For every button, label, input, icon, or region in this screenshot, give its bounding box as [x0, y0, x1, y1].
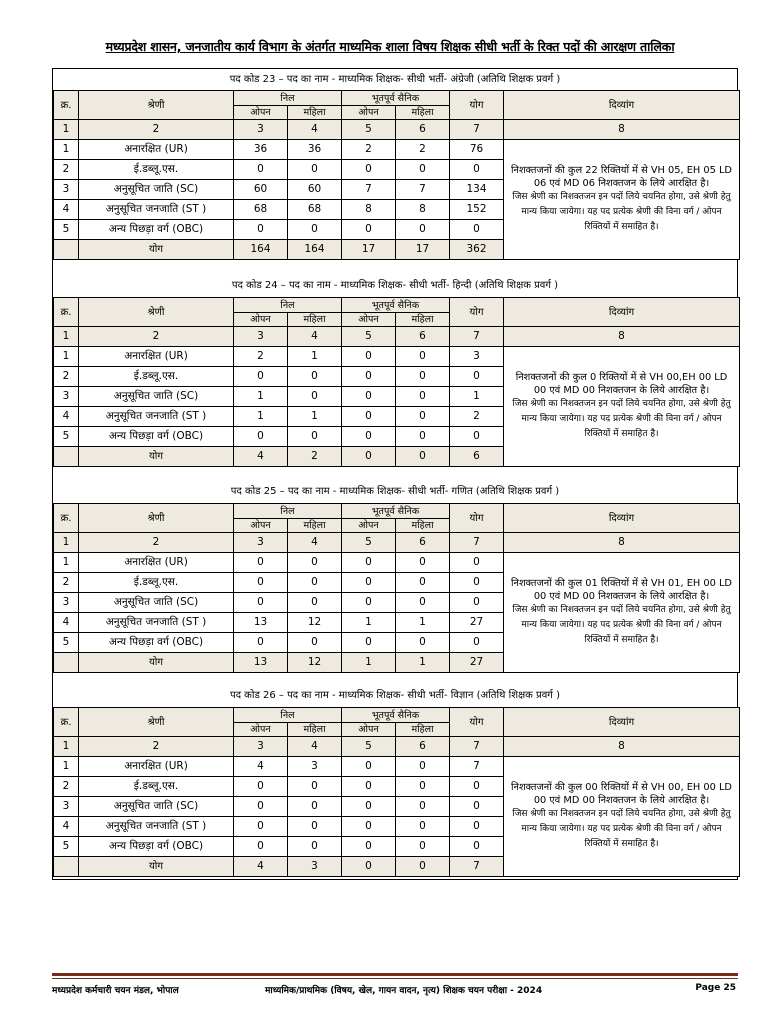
row-value: 0	[234, 553, 288, 573]
row-value: 0	[342, 797, 396, 817]
total-value: 6	[450, 447, 504, 467]
divyang-note-main: निशक्तजनों की कुल 00 रिक्तियों में से VH 00, EH 00 LD 00 एवं MD 00 निशक्तजन के लिये आरक्षित है।	[511, 782, 732, 806]
row-value: 0	[288, 427, 342, 447]
row-value: 0	[234, 797, 288, 817]
row-category: अनारक्षित (UR)	[79, 757, 234, 777]
header-exs-open: ओपन	[342, 519, 396, 533]
row-value: 0	[396, 160, 450, 180]
column-number: 2	[79, 120, 234, 140]
row-sno: 5	[54, 220, 79, 240]
column-number: 1	[54, 533, 79, 553]
row-value: 7	[396, 180, 450, 200]
column-number: 3	[234, 120, 288, 140]
row-value: 0	[450, 367, 504, 387]
column-number: 8	[504, 533, 740, 553]
post-code-line: पद कोड 23 – पद का नाम - माध्यमिक शिक्षक- सीधी भर्ती- अंग्रेजी (अतिथि शिक्षक प्रवर्ग )	[53, 70, 737, 91]
row-category: अनुसूचित जनजाति (ST )	[79, 817, 234, 837]
total-value: 17	[342, 240, 396, 260]
row-value: 0	[288, 160, 342, 180]
row-category: ई.डब्लू.एस.	[79, 573, 234, 593]
row-value: 0	[234, 593, 288, 613]
row-value: 0	[450, 573, 504, 593]
row-value: 2	[234, 347, 288, 367]
row-value: 0	[288, 387, 342, 407]
row-value: 1	[234, 387, 288, 407]
totals-label: योग	[79, 857, 234, 877]
row-value: 0	[396, 757, 450, 777]
row-value: 0	[450, 817, 504, 837]
column-number: 7	[450, 120, 504, 140]
header-nil: निल	[234, 91, 342, 106]
divyang-note-main: निशक्तजनों की कुल 0 रिक्तियों में से VH 00,EH 00 LD 00 एवं MD 00 निशक्तजन के लिये आरक्षित है।	[515, 372, 728, 396]
row-value: 1	[288, 347, 342, 367]
column-number: 5	[342, 120, 396, 140]
page-title: मध्यप्रदेश शासन, जनजातीय कार्य विभाग के अंतर्गत माध्यमिक शाला विषय शिक्षक सीधी भर्ती के रिक्त पदों की आरक्षण तालिका	[105, 39, 675, 54]
row-category: अनुसूचित जाति (SC)	[79, 180, 234, 200]
row-value: 0	[288, 817, 342, 837]
row-value: 0	[288, 553, 342, 573]
header-nil-female: महिला	[288, 723, 342, 737]
column-number: 3	[234, 533, 288, 553]
divyang-note	[504, 347, 740, 467]
row-value: 0	[288, 777, 342, 797]
header-exs-open: ओपन	[342, 313, 396, 327]
header-total: योग	[450, 298, 504, 327]
column-number: 2	[79, 327, 234, 347]
reservation-table	[53, 707, 740, 877]
totals-blank	[54, 447, 79, 467]
footer-organisation: मध्यप्रदेश कर्मचारी चयन मंडल, भोपाल	[52, 986, 179, 996]
row-value: 36	[288, 140, 342, 160]
row-value: 36	[234, 140, 288, 160]
divyang-note-rule: जिस श्रेणी का निशक्तजन इन पदों लिये चयनित होगा, उसे श्रेणी हेतु मान्य किया जायेगा। यह पद प्रत्येक श्रेणी की विना वर्ग / ओपन रिक्तियों में समाहित है।	[512, 809, 731, 849]
divyang-note-rule: जिस श्रेणी का निशक्तजन इन पदों लिये चयनित होगा, उसे श्रेणी हेतु मान्य किया जायेगा। यह पद प्रत्येक श्रेणी की विना वर्ग / ओपन रिक्तियों में समाहित है।	[512, 399, 731, 439]
row-value: 1	[342, 613, 396, 633]
divyang-note-rule: जिस श्रेणी का निशक्तजन इन पदों लिये चयनित होगा, उसे श्रेणी हेतु मान्य किया जायेगा। यह पद प्रत्येक श्रेणी की विना वर्ग / ओपन रिक्तियों में समाहित है।	[512, 605, 731, 645]
header-divyang: दिव्यांग	[504, 91, 740, 120]
row-value: 0	[396, 593, 450, 613]
total-value: 1	[396, 653, 450, 673]
column-number: 3	[234, 737, 288, 757]
row-value: 0	[234, 367, 288, 387]
total-value: 0	[342, 447, 396, 467]
header-sno: क्र.	[54, 298, 79, 327]
column-number: 2	[79, 533, 234, 553]
total-value: 2	[288, 447, 342, 467]
column-number: 8	[504, 327, 740, 347]
row-category: ई.डब्लू.एस.	[79, 777, 234, 797]
row-value: 0	[450, 797, 504, 817]
row-value: 0	[288, 797, 342, 817]
row-category: अनुसूचित जाति (SC)	[79, 387, 234, 407]
row-category: अनारक्षित (UR)	[79, 140, 234, 160]
totals-label: योग	[79, 447, 234, 467]
row-value: 68	[234, 200, 288, 220]
row-sno: 5	[54, 427, 79, 447]
row-category: ई.डब्लू.एस.	[79, 160, 234, 180]
header-sno: क्र.	[54, 91, 79, 120]
divyang-note-main: निशक्तजनों की कुल 01 रिक्तियों में से VH 01, EH 00 LD 00 एवं MD 00 निशक्तजन के लिये आरक्षित है।	[511, 578, 732, 602]
row-value: 0	[396, 347, 450, 367]
totals-blank	[54, 653, 79, 673]
header-exs-female: महिला	[396, 519, 450, 533]
header-nil-open: ओपन	[234, 313, 288, 327]
footer-rule	[52, 973, 738, 976]
reservation-table	[53, 503, 740, 673]
row-value: 0	[342, 573, 396, 593]
header-nil-open: ओपन	[234, 519, 288, 533]
column-number: 4	[288, 737, 342, 757]
divyang-note	[504, 757, 740, 877]
column-number: 6	[396, 533, 450, 553]
row-sno: 4	[54, 817, 79, 837]
header-category: श्रेणी	[79, 708, 234, 737]
column-number: 7	[450, 533, 504, 553]
row-value: 0	[396, 817, 450, 837]
row-value: 60	[288, 180, 342, 200]
row-value: 0	[342, 367, 396, 387]
row-value: 76	[450, 140, 504, 160]
row-value: 0	[342, 220, 396, 240]
row-value: 1	[450, 387, 504, 407]
total-value: 0	[396, 447, 450, 467]
header-category: श्रेणी	[79, 298, 234, 327]
row-value: 0	[450, 837, 504, 857]
row-value: 13	[234, 613, 288, 633]
row-value: 0	[288, 573, 342, 593]
row-sno: 3	[54, 593, 79, 613]
row-value: 0	[234, 777, 288, 797]
row-value: 60	[234, 180, 288, 200]
column-number: 1	[54, 327, 79, 347]
header-nil: निल	[234, 298, 342, 313]
row-value: 0	[396, 367, 450, 387]
row-value: 0	[450, 777, 504, 797]
row-category: अनुसूचित जनजाति (ST )	[79, 200, 234, 220]
row-value: 0	[342, 553, 396, 573]
total-value: 0	[342, 857, 396, 877]
row-sno: 4	[54, 200, 79, 220]
column-number: 4	[288, 533, 342, 553]
row-value: 0	[342, 407, 396, 427]
row-value: 0	[396, 427, 450, 447]
row-value: 134	[450, 180, 504, 200]
column-number: 6	[396, 327, 450, 347]
page-number: Page 25	[695, 983, 736, 993]
table-row	[54, 553, 740, 573]
divyang-note-main: निशक्तजनों की कुल 22 रिक्तियों में से VH 05, EH 05 LD 06 एवं MD 06 निशक्तजन के लिये आरक्षित है।	[511, 165, 732, 189]
row-value: 0	[396, 553, 450, 573]
row-value: 1	[234, 407, 288, 427]
row-sno: 2	[54, 777, 79, 797]
row-value: 0	[342, 593, 396, 613]
row-category: अनुसूचित जनजाति (ST )	[79, 407, 234, 427]
row-value: 7	[342, 180, 396, 200]
total-value: 164	[234, 240, 288, 260]
row-sno: 2	[54, 573, 79, 593]
row-sno: 1	[54, 553, 79, 573]
row-value: 0	[450, 160, 504, 180]
row-value: 8	[396, 200, 450, 220]
column-number: 7	[450, 327, 504, 347]
header-nil-female: महिला	[288, 106, 342, 120]
row-category: अन्य पिछड़ा वर्ग (OBC)	[79, 837, 234, 857]
total-value: 17	[396, 240, 450, 260]
row-value: 0	[342, 160, 396, 180]
header-nil-open: ओपन	[234, 106, 288, 120]
row-sno: 3	[54, 180, 79, 200]
header-ex-servicemen: भूतपूर्व सैनिक	[342, 298, 450, 313]
row-value: 0	[234, 427, 288, 447]
header-ex-servicemen: भूतपूर्व सैनिक	[342, 504, 450, 519]
row-category: अनुसूचित जाति (SC)	[79, 593, 234, 613]
header-exs-female: महिला	[396, 313, 450, 327]
total-value: 3	[288, 857, 342, 877]
row-category: अनारक्षित (UR)	[79, 553, 234, 573]
row-value: 0	[234, 220, 288, 240]
total-value: 4	[234, 857, 288, 877]
header-total: योग	[450, 91, 504, 120]
header-total: योग	[450, 708, 504, 737]
divyang-note-rule: जिस श्रेणी का निशक्तजन इन पदों लिये चयनित होगा, उसे श्रेणी हेतु मान्य किया जायेगा। यह पद प्रत्येक श्रेणी की विना वर्ग / ओपन रिक्तियों में समाहित है।	[512, 192, 731, 232]
row-value: 0	[396, 220, 450, 240]
column-number: 5	[342, 533, 396, 553]
row-sno: 4	[54, 407, 79, 427]
row-value: 0	[450, 593, 504, 613]
row-value: 8	[342, 200, 396, 220]
row-value: 4	[234, 757, 288, 777]
column-number: 5	[342, 327, 396, 347]
column-number: 4	[288, 120, 342, 140]
table-row	[54, 347, 740, 367]
row-value: 2	[450, 407, 504, 427]
total-value: 12	[288, 653, 342, 673]
row-value: 0	[342, 387, 396, 407]
row-value: 7	[450, 757, 504, 777]
row-value: 0	[396, 797, 450, 817]
header-sno: क्र.	[54, 504, 79, 533]
row-value: 0	[288, 633, 342, 653]
row-value: 2	[342, 140, 396, 160]
divyang-note	[504, 553, 740, 673]
table-row	[54, 140, 740, 160]
row-sno: 1	[54, 757, 79, 777]
post-code-line: पद कोड 25 – पद का नाम - माध्यमिक शिक्षक- सीधी भर्ती- गणित (अतिथि शिक्षक प्रवर्ग )	[230, 486, 560, 497]
row-value: 0	[396, 573, 450, 593]
row-value: 0	[234, 160, 288, 180]
row-sno: 2	[54, 160, 79, 180]
row-value: 0	[450, 553, 504, 573]
total-value: 7	[450, 857, 504, 877]
footer-exam-name: माध्यमिक/प्राथमिक (विषय, खेल, गायन वादन, नृत्य) शिक्षक चयन परीक्षा - 2024	[265, 986, 543, 996]
row-sno: 1	[54, 140, 79, 160]
column-number: 4	[288, 327, 342, 347]
row-category: अनारक्षित (UR)	[79, 347, 234, 367]
row-value: 0	[342, 347, 396, 367]
total-value: 362	[450, 240, 504, 260]
row-value: 0	[396, 633, 450, 653]
row-value: 0	[342, 757, 396, 777]
header-sno: क्र.	[54, 708, 79, 737]
header-divyang: दिव्यांग	[504, 708, 740, 737]
table-row	[54, 757, 740, 777]
row-value: 12	[288, 613, 342, 633]
totals-blank	[54, 240, 79, 260]
row-value: 0	[342, 633, 396, 653]
header-exs-female: महिला	[396, 723, 450, 737]
totals-blank	[54, 857, 79, 877]
totals-label: योग	[79, 653, 234, 673]
column-number: 5	[342, 737, 396, 757]
row-value: 1	[288, 407, 342, 427]
footer-rule-thin	[52, 978, 738, 979]
row-value: 0	[342, 817, 396, 837]
row-value: 3	[450, 347, 504, 367]
header-nil: निल	[234, 708, 342, 723]
row-value: 27	[450, 613, 504, 633]
row-value: 0	[288, 367, 342, 387]
reservation-table	[53, 90, 740, 260]
header-divyang: दिव्यांग	[504, 298, 740, 327]
row-value: 0	[396, 837, 450, 857]
row-sno: 3	[54, 387, 79, 407]
header-nil-female: महिला	[288, 313, 342, 327]
post-code-line: पद कोड 26 – पद का नाम - माध्यमिक शिक्षक- सीधी भर्ती- विज्ञान (अतिथि शिक्षक प्रवर्ग )	[230, 690, 560, 701]
row-value: 0	[450, 633, 504, 653]
row-value: 1	[396, 613, 450, 633]
row-value: 0	[450, 427, 504, 447]
row-sno: 4	[54, 613, 79, 633]
total-value: 164	[288, 240, 342, 260]
header-category: श्रेणी	[79, 91, 234, 120]
header-nil: निल	[234, 504, 342, 519]
row-value: 2	[396, 140, 450, 160]
row-value: 0	[396, 777, 450, 797]
row-value: 0	[234, 817, 288, 837]
row-value: 0	[288, 837, 342, 857]
row-value: 0	[342, 777, 396, 797]
row-sno: 5	[54, 837, 79, 857]
column-number: 8	[504, 120, 740, 140]
header-ex-servicemen: भूतपूर्व सैनिक	[342, 708, 450, 723]
row-category: अन्य पिछड़ा वर्ग (OBC)	[79, 220, 234, 240]
column-number: 7	[450, 737, 504, 757]
row-value: 68	[288, 200, 342, 220]
row-value: 0	[342, 837, 396, 857]
totals-label: योग	[79, 240, 234, 260]
header-category: श्रेणी	[79, 504, 234, 533]
header-exs-open: ओपन	[342, 723, 396, 737]
column-number: 2	[79, 737, 234, 757]
row-value: 0	[234, 837, 288, 857]
row-value: 0	[342, 427, 396, 447]
post-code-line: पद कोड 24 – पद का नाम - माध्यमिक शिक्षक- सीधी भर्ती- हिन्दी (अतिथि शिक्षक प्रवर्ग )	[231, 280, 559, 291]
row-category: ई.डब्लू.एस.	[79, 367, 234, 387]
total-value: 1	[342, 653, 396, 673]
header-exs-female: महिला	[396, 106, 450, 120]
column-number: 6	[396, 120, 450, 140]
row-sno: 3	[54, 797, 79, 817]
header-nil-open: ओपन	[234, 723, 288, 737]
total-value: 0	[396, 857, 450, 877]
row-value: 0	[234, 573, 288, 593]
row-value: 0	[288, 220, 342, 240]
row-value: 152	[450, 200, 504, 220]
total-value: 27	[450, 653, 504, 673]
row-value: 0	[450, 220, 504, 240]
row-value: 0	[288, 593, 342, 613]
row-category: अनुसूचित जनजाति (ST )	[79, 613, 234, 633]
row-value: 0	[396, 407, 450, 427]
header-divyang: दिव्यांग	[504, 504, 740, 533]
reservation-tables-frame	[52, 68, 738, 880]
column-number: 6	[396, 737, 450, 757]
row-category: अन्य पिछड़ा वर्ग (OBC)	[79, 633, 234, 653]
divyang-note	[504, 140, 740, 260]
row-category: अन्य पिछड़ा वर्ग (OBC)	[79, 427, 234, 447]
header-total: योग	[450, 504, 504, 533]
row-category: अनुसूचित जाति (SC)	[79, 797, 234, 817]
row-sno: 5	[54, 633, 79, 653]
column-number: 3	[234, 327, 288, 347]
row-value: 0	[396, 387, 450, 407]
total-value: 13	[234, 653, 288, 673]
total-value: 4	[234, 447, 288, 467]
row-sno: 1	[54, 347, 79, 367]
header-nil-female: महिला	[288, 519, 342, 533]
row-value: 3	[288, 757, 342, 777]
row-sno: 2	[54, 367, 79, 387]
reservation-table	[53, 297, 740, 467]
column-number: 1	[54, 737, 79, 757]
header-ex-servicemen: भूतपूर्व सैनिक	[342, 91, 450, 106]
column-number: 8	[504, 737, 740, 757]
header-exs-open: ओपन	[342, 106, 396, 120]
row-value: 0	[234, 633, 288, 653]
column-number: 1	[54, 120, 79, 140]
